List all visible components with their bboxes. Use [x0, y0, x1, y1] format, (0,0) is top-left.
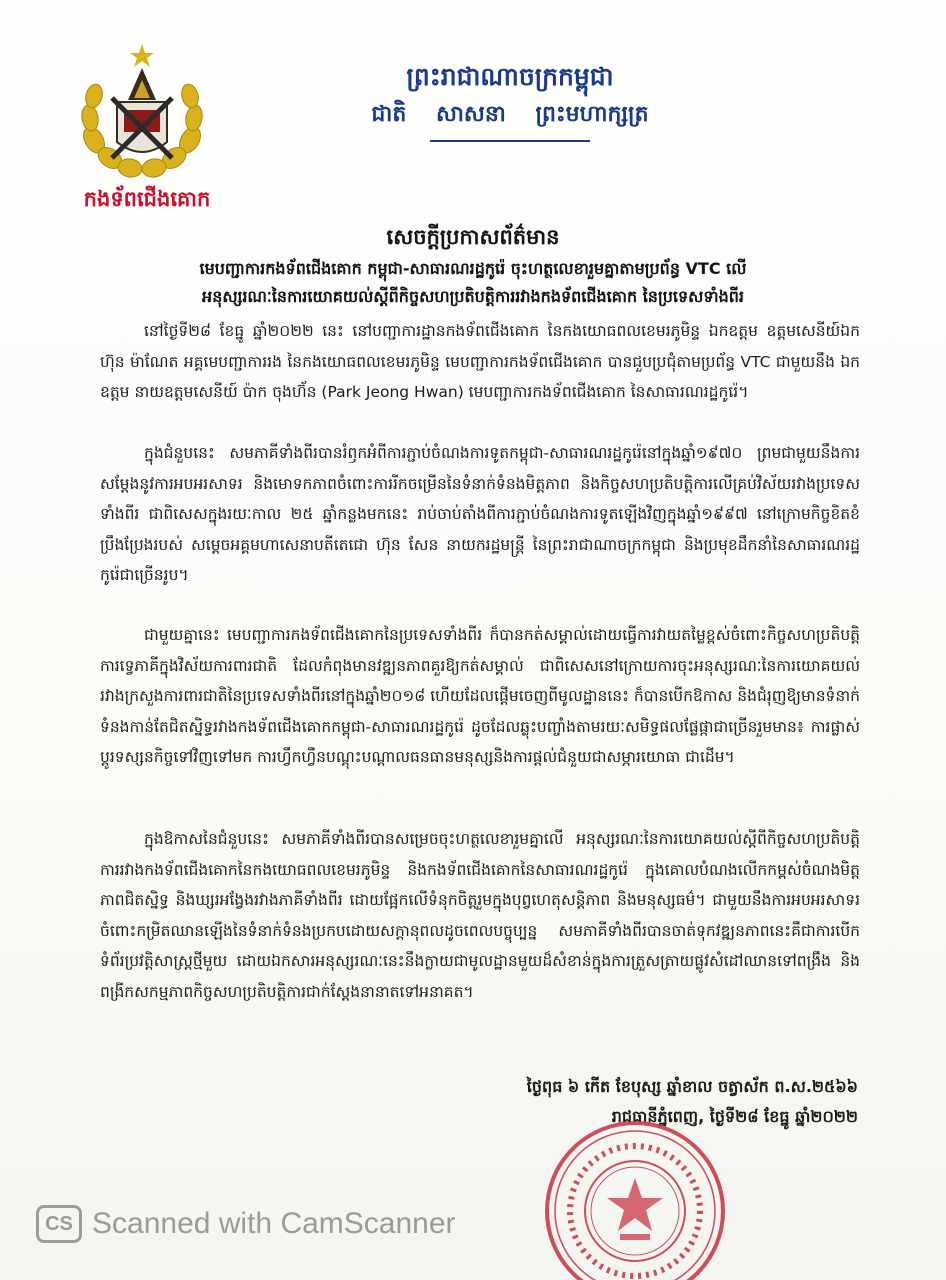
- paragraph-3: ជាមួយគ្នានេះ មេបញ្ជាការកងទ័ពជើងគោកនៃប្រទេសទាំងពីរ ក៏បានកត់សម្គាល់ដោយធ្វើការវាយតម្លៃខ្ពស់ចំពោះកិច្ចសហប្រតិបត្តិការទ្វេភាគីក្នុងវិស័យការពារជាតិ ដែលកំពុងមានវឌ្ឍនភាពគួរឱ្យកត់សម្គាល់ ជាពិសេសនៅក្រោយការចុះអនុស្សរណៈនៃការយោគយល់ រវាងក្រសួងការពារជាតិនៃប្រទេសទាំងពីរនៅក្នុងឆ្នាំ២០១៨ ហើយដែលផ្តើមចេញពីមូលដ្ឋាននេះ ក៏បានបើកឱកាស និងជំរុញឱ្យមានទំនាក់ទំនងកាន់តែជិតស្និទ្ធរវាងកងទ័ពជើងគោកកម្ពុជា-សាធារណរដ្ឋកូរ៉េ ដូចដែលឆ្លុះបញ្ចាំងតាមរយៈសមិទ្ធផលផ្លែផ្កាជាច្រើនរួមមាន៖ ការផ្លាស់ប្តូរទស្សនកិច្ចទៅវិញទៅមក ការហ្វឹកហ្វឺនបណ្តុះបណ្តាលធនធានមនុស្សនិងការផ្តល់ជំនួយជាសម្ភារយោធា ជាដើម។: [100, 626, 860, 766]
- watermark-text: Scanned with CamScanner: [92, 1207, 456, 1240]
- document-title: សេចក្តីប្រកាសព័ត៌មាន: [386, 225, 560, 249]
- camscanner-icon: CS: [36, 1205, 82, 1243]
- lunar-date-line: ថ្ងៃពុធ ៦ កើត ខែបុស្ស ឆ្នាំខាល ចត្វាស័ក ព.ស.២៥៦៦: [526, 1077, 858, 1096]
- kingdom-heading: ព្រះរាជាណាចក្រកម្ពុជា: [406, 62, 614, 91]
- subtitle-line-2: អនុស្សរណៈនៃការយោគយល់ស្តីពីកិច្ចសហប្រតិបត្តិការរវាងកងទ័ពជើងគោក នៃប្រទេសទាំងពីរ: [202, 287, 744, 306]
- paragraph-4: ក្នុងឱកាសនៃជំនួបនេះ សមភាគីទាំងពីរបានសម្រេចចុះហត្ថលេខារួមគ្នាលើ អនុស្សរណៈនៃការយោគយល់ស្តីពីកិច្ចសហប្រតិបត្តិការរវាងកងទ័ពជើងគោកនៃកងយោធពលខេមរភូមិន្ទ និងកងទ័ពជើងគោកនៃសាធារណរដ្ឋកូរ៉េ ក្នុងគោលបំណងលើកកម្ពស់ចំណងមិត្តភាពជិតស្និទ្ធ និងឃ្សរអង្វែងរវាងភាគីទាំងពីរ ដោយផ្អែកលើទំនុកចិត្តរួមក្នុងបុព្វហេតុសន្តិភាព និងមនុស្សធម៌។ ជាមួយនឹងការអបអរសាទរចំពោះកម្រិតឈានឡើងនៃទំនាក់ទំនងប្រកបដោយសក្តានុពលដូចពេលបច្ចុប្បន្ន សមភាគីទាំងពីរបានចាត់ទុកវឌ្ឍនភាពនេះគឺជាការបើកទំព័រប្រវត្តិសាស្រ្តថ្មីមួយ ដោយឯកសារអនុស្សរណៈនេះនឹងក្លាយជាមូលដ្ឋានមួយដ៏សំខាន់ក្នុងការត្រួសត្រាយផ្លូវសំដៅឈានទៅពង្រឹង និងពង្រីកសកម្មភាពកិច្ចសហប្រតិបត្តិការជាក់ស្តែងនានាតទៅអនាគត។: [100, 830, 860, 1001]
- scanner-watermark: [36, 1200, 456, 1248]
- place-date-line: រាជធានីភ្នំពេញ, ថ្ងៃទី២៨ ខែធ្នូ ឆ្នាំ២០២២: [611, 1107, 858, 1126]
- paragraph-2: ក្នុងជំនួបនេះ សមភាគីទាំងពីរបានរំឭកអំពីការភ្ជាប់ចំណងការទូតកម្ពុជា-សាធារណរដ្ឋកូរ៉េនៅក្នុងឆ្នាំ១៩៧០ ព្រមជាមួយនឹងការសម្តែងនូវការអបអរសាទរ និងមោទកភាពចំពោះការរីកចម្រើននៃទំនាក់ទំនងមិត្តភាព និងកិច្ចសហប្រតិបត្តិការលើគ្រប់វិស័យរវាងប្រទេសទាំងពីរ ជាពិសេសក្នុងរយៈកាល ២៥ ឆ្នាំកន្លងមកនេះ រាប់ចាប់តាំងពីការភ្ជាប់ចំណងការទូតឡើងវិញក្នុងឆ្នាំ១៩៩៧ នៅក្រោមកិច្ចខិតខំប្រឹងប្រែងរបស់ សម្តេចអគ្គមហាសេនាបតីតេជោ ហ៊ុន សែន នាយករដ្ឋមន្ត្រី នៃព្រះរាជាណាចក្រកម្ពុជា និងប្រមុខដឹកនាំនៃសាធារណរដ្ឋកូរ៉េជាច្រើនរូប។: [100, 444, 860, 584]
- official-seal-icon: [540, 1116, 730, 1280]
- paragraph-1: នៅថ្ងៃទី២៨ ខែធ្នូ ឆ្នាំ២០២២ នេះ នៅបញ្ជាការដ្ឋានកងទ័ពជើងគោក នៃកងយោធពលខេមរភូមិន្ទ ឯកឧត្តម ឧត្តមសេនីយ៍ឯក ហ៊ុន ម៉ាណែត អគ្គមេបញ្ជាការរង នៃកងយោធពលខេមរភូមិន្ទ មេបញ្ជាការកងទ័ពជើងគោក បានជួបប្រជុំតាមប្រព័ន្ធ VTC ជាមួយនឹង ឯកឧត្តម នាយឧត្តមសេនីយ៍ ប៉ាក ចុងហ៊័ន (Park Jeong Hwan) មេបញ្ជាការកងទ័ពជើងគោក នៃសាធារណរដ្ឋកូរ៉េ។: [100, 322, 860, 401]
- army-emblem-icon: [72, 40, 212, 185]
- unit-name: កងទ័ពជើងគោក: [83, 187, 211, 211]
- subtitle-line-1: មេបញ្ជាការកងទ័ពជើងគោក កម្ពុជា-សាធារណរដ្ឋកូរ៉េ ចុះហត្ថលេខារួមគ្នាតាមប្រព័ន្ធ VTC លើ: [199, 259, 747, 278]
- motto-divider: [430, 140, 590, 142]
- national-motto: ជាតិ សាសនា ព្រះមហាក្សត្រ: [371, 102, 649, 127]
